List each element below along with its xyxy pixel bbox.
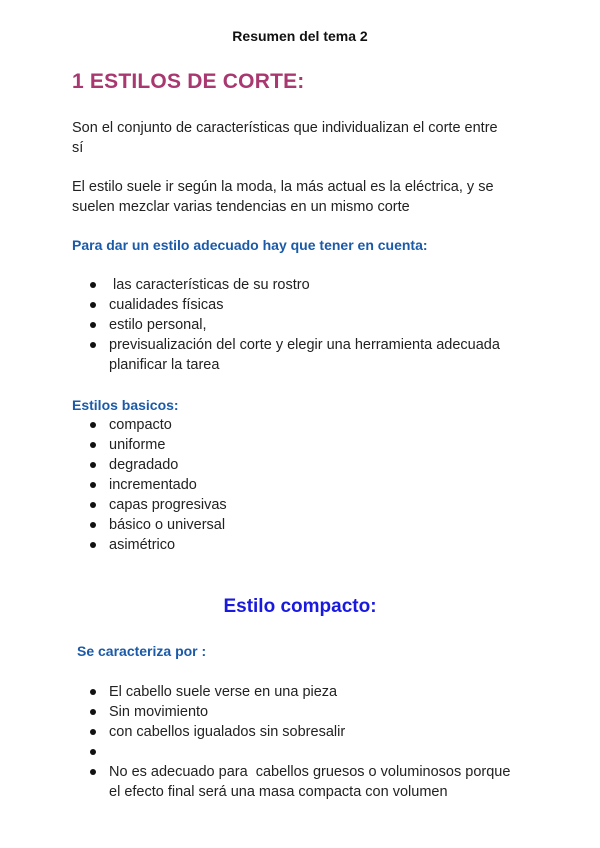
bullet-icon — [90, 482, 96, 488]
bullet-icon — [90, 342, 96, 348]
bullet-icon — [90, 282, 96, 288]
list-item — [90, 762, 530, 802]
list-item — [90, 702, 530, 722]
paragraph-line: El estilo suele ir según la moda, la más actual es la eléctrica, y se — [72, 179, 494, 195]
list-item-text-continuation: el efecto final será una masa compacta con volumen — [109, 784, 448, 800]
bullet-icon — [90, 442, 96, 448]
list-item — [90, 295, 530, 315]
list-item — [90, 455, 530, 475]
trend-paragraph — [72, 177, 532, 217]
bullet-icon — [90, 322, 96, 328]
list-item-text: cualidades físicas — [109, 297, 224, 313]
list-item-text: No es adecuado para cabellos gruesos o voluminosos porque — [109, 764, 511, 780]
bullet-icon — [90, 302, 96, 308]
list-item-text: Sin movimiento — [109, 704, 209, 720]
section-heading-estilo-compacto: Estilo compacto: — [223, 596, 377, 617]
bullet-icon — [90, 689, 96, 695]
bullet-icon — [90, 749, 96, 755]
paragraph-line: suelen mezclar varias tendencias en un mismo corte — [72, 199, 410, 215]
bullet-icon — [90, 542, 96, 548]
basic-styles-list — [90, 415, 530, 555]
paragraph-line: Son el conjunto de características que individualizan el corte entre — [72, 120, 498, 136]
list-item — [90, 275, 530, 295]
list-item — [90, 315, 530, 335]
bullet-icon — [90, 522, 96, 528]
basic-styles-heading: Estilos basicos: — [72, 397, 179, 413]
list-item-text: incrementado — [109, 477, 197, 493]
list-item-text-continuation: planificar la tarea — [109, 357, 220, 373]
bullet-icon — [90, 709, 96, 715]
list-item-text: con cabellos igualados sin sobresalir — [109, 724, 346, 740]
document-title: Resumen del tema 2 — [232, 28, 368, 44]
section-heading-estilos-de-corte: 1 ESTILOS DE CORTE: — [72, 70, 305, 93]
bullet-icon — [90, 502, 96, 508]
bullet-icon — [90, 462, 96, 468]
list-item-text: previsualización del corte y elegir una herramienta adecuada — [109, 337, 500, 353]
list-item-text: estilo personal, — [109, 317, 207, 333]
bullet-icon — [90, 729, 96, 735]
list-item — [90, 742, 530, 762]
list-item — [90, 335, 530, 375]
list-item-text: degradado — [109, 457, 179, 473]
list-item — [90, 495, 530, 515]
list-item — [90, 475, 530, 495]
criteria-list — [90, 275, 530, 375]
paragraph-line: sí — [72, 140, 84, 156]
criteria-heading: Para dar un estilo adecuado hay que tener en cuenta: — [72, 237, 428, 253]
characteristics-heading: Se caracteriza por : — [77, 643, 207, 659]
list-item — [90, 415, 530, 435]
list-item-text: capas progresivas — [109, 497, 227, 513]
definition-paragraph — [72, 118, 532, 158]
list-item-text: El cabello suele verse en una pieza — [109, 684, 338, 700]
list-item-text: compacto — [109, 417, 172, 433]
list-item — [90, 435, 530, 455]
bullet-icon — [90, 769, 96, 775]
list-item-text: las características de su rostro — [109, 277, 310, 293]
list-item-text: asimétrico — [109, 537, 176, 553]
list-item-text: uniforme — [109, 437, 166, 453]
list-item — [90, 682, 530, 702]
list-item — [90, 515, 530, 535]
bullet-icon — [90, 422, 96, 428]
list-item-text: básico o universal — [109, 517, 226, 533]
characteristics-list — [90, 682, 530, 802]
list-item — [90, 535, 530, 555]
list-item — [90, 722, 530, 742]
